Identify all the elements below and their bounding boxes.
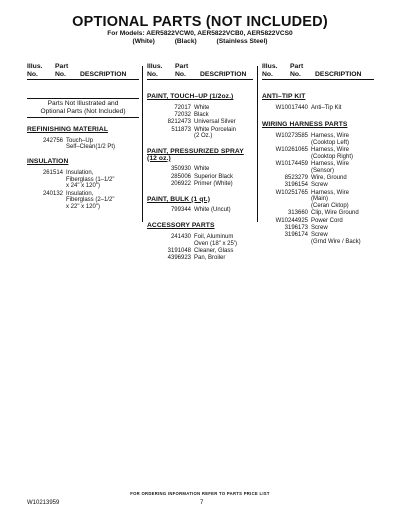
part-description [308, 218, 343, 225]
description-line: (Ceran Cktop) [311, 203, 349, 210]
part-description [191, 112, 209, 119]
section-heading: PAINT, PRESSURIZED SPRAY (12 oz.) [147, 148, 244, 162]
part-row [262, 218, 376, 225]
part-row [27, 170, 139, 190]
description-line: White [194, 104, 210, 111]
description-line: Oven (18" x 25') [194, 240, 237, 247]
part-description [308, 190, 349, 210]
description-line: White Porcelain [194, 126, 237, 133]
part-number: W10244925 [275, 217, 308, 224]
description-line: Fiberglass (1–1/2" [66, 176, 115, 183]
part-row [27, 191, 139, 211]
description-line: (2 Oz.) [194, 133, 213, 140]
header-rule-2 [147, 79, 253, 80]
part-description [63, 191, 115, 211]
description-line: Cleaner, Glass [194, 247, 234, 254]
part-row [262, 225, 376, 232]
description-line: (Grnd Wire / Back) [311, 239, 361, 245]
part-number: W10261065 [275, 147, 308, 154]
header-description: DESCRIPTION [200, 70, 247, 78]
part-description [191, 127, 236, 140]
header-part: Part No. [290, 63, 304, 78]
part-number: 261514 [42, 169, 63, 176]
column-3 [262, 94, 376, 246]
section-heading: WIRING HARNESS PARTS [262, 121, 348, 129]
part-description [308, 133, 349, 146]
description-line: Harness, Wire [311, 147, 350, 154]
part-description [191, 166, 209, 173]
part-number: 240132 [42, 190, 63, 197]
header-description: DESCRIPTION [80, 70, 127, 78]
part-description [308, 182, 328, 189]
part-number: 3196173 [284, 225, 308, 231]
part-number: 206922 [170, 181, 191, 187]
description-line: Anti–Tip Kit [311, 104, 342, 111]
part-row [147, 105, 255, 112]
variant-white: (White) [132, 38, 155, 45]
part-number: 8523279 [284, 175, 308, 182]
note-box: Parts Not Illustrated and Optional Parts (Not Included) [27, 98, 139, 118]
part-description [191, 255, 225, 262]
part-row [262, 182, 376, 189]
section-heading: ANTI–TIP KIT [262, 93, 306, 100]
model-list: For Models: AER5822VCW0, AER5822VCB0, AER5822VCS0 [107, 30, 293, 37]
description-line: Primer (White) [194, 181, 233, 187]
col3-sections [262, 94, 376, 246]
part-number: 285006 [170, 173, 191, 180]
part-number: 350930 [170, 166, 191, 173]
part-number: W10251765 [275, 189, 308, 196]
part-description [191, 248, 233, 255]
header-illus: Illus. No. [262, 63, 278, 78]
part-row [262, 232, 376, 245]
variant-black: (Black) [174, 38, 197, 45]
description-line: Power Cord [311, 217, 343, 224]
document-number: W10213959 [27, 500, 60, 506]
description-line: White (Uncut) [194, 207, 231, 214]
part-number: W10273585 [275, 133, 308, 140]
description-line: Screw [311, 225, 328, 231]
header-part: Part No. [55, 63, 69, 78]
part-number: 3191048 [167, 247, 191, 254]
description-line: Insulation, [66, 169, 94, 176]
part-description [191, 105, 209, 112]
description-line: Wire, Ground [311, 175, 347, 182]
part-row [27, 138, 139, 151]
part-row [262, 161, 376, 174]
description-line: Fiberglass (2–1/2" [66, 197, 115, 204]
column-2 [147, 94, 255, 262]
description-line: Harness, Wire [311, 133, 350, 140]
part-number: 242756 [42, 137, 63, 144]
part-number: 511873 [171, 126, 191, 133]
part-description [308, 210, 359, 217]
description-line: Pan, Broiler [194, 255, 226, 262]
part-row [147, 112, 255, 119]
part-row [147, 207, 255, 214]
page-number: 7 [200, 500, 204, 506]
description-line: (Cooktop Left) [311, 139, 350, 146]
page-title: OPTIONAL PARTS (NOT INCLUDED) [72, 14, 328, 30]
part-description [308, 161, 349, 174]
part-row [147, 181, 255, 188]
description-line: Screw [311, 232, 328, 239]
section-heading: PAINT, TOUCH–UP (1/2oz.) [147, 93, 234, 100]
description-line: Superior Black [194, 173, 234, 180]
part-number: 799344 [170, 207, 191, 214]
part-description [308, 147, 353, 160]
description-line: Touch–Up [66, 137, 94, 144]
part-row [147, 174, 255, 181]
section-heading: ACCESSORY PARTS [147, 222, 215, 230]
part-number: 72032 [174, 112, 191, 118]
part-description [308, 175, 347, 182]
part-row [147, 255, 255, 262]
part-row [147, 119, 255, 126]
description-line: Harness, Wire [311, 161, 350, 168]
column-1 [27, 88, 139, 211]
part-row [147, 127, 255, 140]
part-description [63, 138, 115, 151]
part-row [262, 133, 376, 146]
description-line: (Main) [311, 196, 329, 203]
ordering-note: FOR ORDERING INFORMATION REFER TO PARTS PRICE LIST [130, 491, 270, 496]
part-description [191, 181, 233, 188]
part-row [147, 166, 255, 173]
part-number: W10174459 [275, 161, 308, 168]
description-line: White [194, 166, 210, 173]
column-divider [142, 66, 143, 222]
part-number: 72017 [174, 104, 191, 111]
description-line: Self–Clean(1/2 Pt) [66, 144, 116, 151]
description-line: (Sensor) [311, 167, 335, 174]
part-row [147, 248, 255, 255]
header-rule-1 [27, 79, 139, 80]
part-number: W10017440 [275, 104, 308, 111]
part-number: 241430 [170, 233, 191, 240]
part-description [308, 232, 361, 245]
description-line: x 24" x 120") [66, 183, 100, 190]
description-line: x 22" x 120") [66, 203, 100, 210]
part-description [308, 225, 328, 232]
part-row [262, 147, 376, 160]
col2-sections [147, 94, 255, 262]
description-line: Universal Silver [194, 119, 236, 126]
header-illus: Illus. No. [147, 63, 163, 78]
part-description [191, 234, 237, 247]
part-row [147, 234, 255, 247]
model-variants [0, 38, 400, 45]
part-row [262, 105, 376, 112]
description-line: Foil, Aluminum [194, 233, 234, 240]
part-number: 4396923 [167, 255, 191, 262]
part-description [191, 174, 233, 181]
description-line: Clip, Wire Ground [311, 210, 359, 217]
variant-stainless: (Stainless Steel) [216, 38, 268, 45]
header-part: Part No. [175, 63, 189, 78]
description-line: Black [194, 112, 209, 118]
description-line: Insulation, [66, 190, 94, 197]
part-row [262, 190, 376, 210]
column-divider [257, 66, 258, 222]
part-number: 313660 [287, 210, 308, 217]
part-row [262, 210, 376, 217]
header-illus: Illus. No. [27, 63, 43, 78]
part-number: 3196154 [284, 182, 308, 189]
part-description [191, 119, 236, 126]
part-number: 3196174 [284, 232, 308, 239]
part-row [262, 175, 376, 182]
section-heading: REFINISHING MATERIAL [27, 126, 109, 133]
section-heading: PAINT, BULK (1 qt.) [147, 195, 211, 203]
section-heading: INSULATION [27, 158, 69, 166]
part-description [191, 207, 231, 214]
header-rule-3 [262, 79, 374, 80]
part-description [308, 105, 341, 112]
part-number: 8212473 [167, 119, 191, 126]
description-line: (Cooktop Right) [311, 153, 354, 160]
description-line: Harness, Wire [311, 189, 350, 196]
part-description [63, 170, 115, 190]
header-description: DESCRIPTION [315, 70, 362, 78]
col1-sections [27, 127, 139, 211]
description-line: Screw [311, 182, 328, 189]
